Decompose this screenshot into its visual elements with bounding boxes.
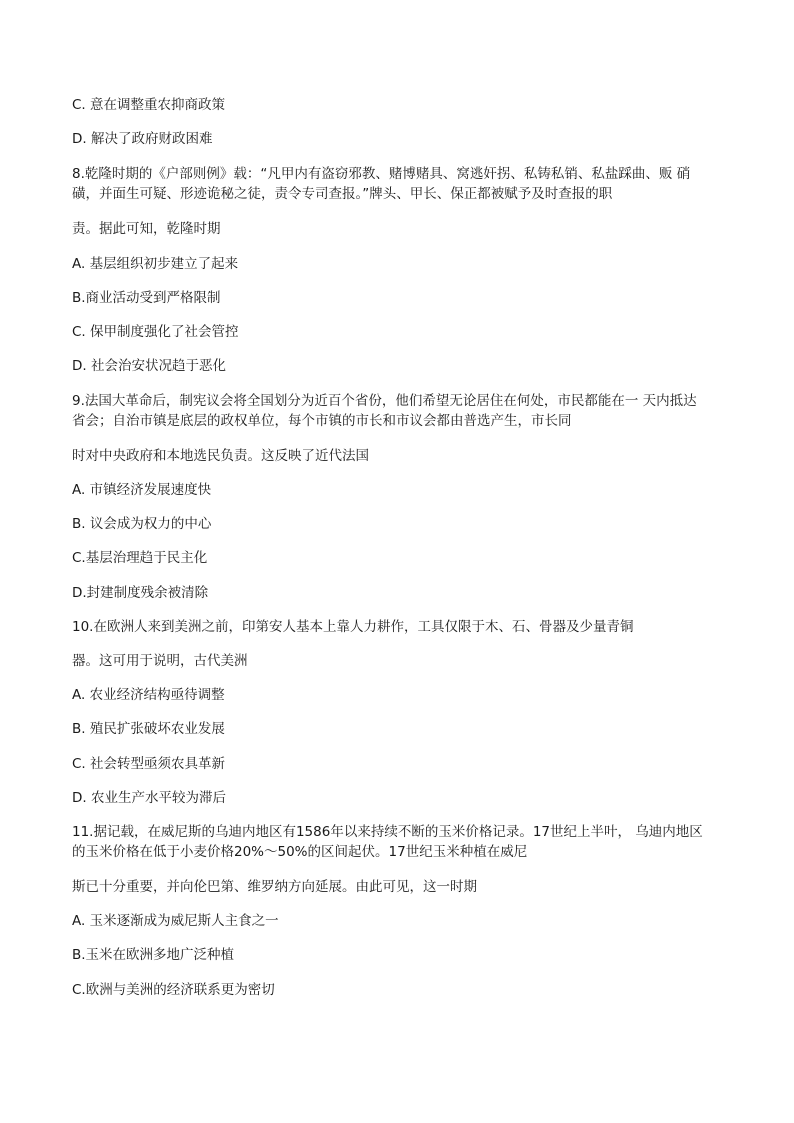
option-9a: A. 市镇经济发展速度快 [72, 482, 212, 498]
option-10a: A. 农业经济结构亟待调整 [72, 687, 225, 703]
question-10-line-2: 器。这可用于说明，古代美洲 [72, 653, 248, 669]
question-9-line-2: 省会；自治市镇是底层的政权单位，每个市镇的市长和市议会都由普选产生，市长同 [72, 413, 572, 429]
option-11c: C.欧洲与美洲的经济联系更为密切 [72, 982, 275, 998]
option-7d: D. 解决了政府财政困难 [72, 131, 213, 147]
question-10-line-1: 10.在欧洲人来到美洲之前，印第安人基本上靠人力耕作，工具仅限于木、石、骨器及少量青铜 [72, 619, 634, 635]
option-11b: B.玉米在欧洲多地广泛种植 [72, 947, 235, 963]
question-11-line-3: 斯已十分重要，并向伦巴第、维罗纳方向延展。由此可见，这一时期 [72, 879, 477, 895]
option-10c: C. 社会转型亟须农具革新 [72, 756, 226, 772]
question-8-line-1: 8.乾隆时期的《户部则例》载：“凡甲内有盗窃邪教、赌博赌具、窝逃奸拐、私铸私销、私盐踩曲、贩 硝 [72, 166, 691, 182]
option-11a: A. 玉米逐渐成为威尼斯人主食之一 [72, 913, 279, 929]
question-8-line-3: 责。据此可知，乾隆时期 [72, 221, 221, 237]
question-9-line-3: 时对中央政府和本地选民负责。这反映了近代法国 [72, 448, 369, 464]
question-9-line-1: 9.法国大革命后，制宪议会将全国划分为近百个省份，他们希望无论居住在何处，市民都能在一 天内抵达 [72, 393, 697, 409]
option-8d: D. 社会治安状况趋于恶化 [72, 358, 226, 374]
option-8c: C. 保甲制度强化了社会管控 [72, 324, 239, 340]
option-10d: D. 农业生产水平较为滞后 [72, 790, 226, 806]
question-8-line-2: 磺，并面生可疑、形迹诡秘之徒，责令专司查报。”牌头、甲长、保正都被赋予及时查报的职 [72, 186, 613, 202]
option-9c: C.基层治理趋于民主化 [72, 550, 208, 566]
option-9b: B. 议会成为权力的中心 [72, 516, 212, 532]
option-7c: C. 意在调整重农抑商政策 [72, 97, 226, 113]
option-8b: B.商业活动受到严格限制 [72, 290, 221, 306]
question-11-line-2: 的玉米价格在低于小麦价格20%～50%的区间起伏。17世纪玉米种植在威尼 [72, 844, 528, 860]
option-8a: A. 基层组织初步建立了起来 [72, 256, 239, 272]
question-11-line-1: 11.据记载，在威尼斯的乌迪内地区有1586年以来持续不断的玉米价格记录。17世纪上半叶， 乌迪内地区 [72, 824, 703, 840]
option-9d: D.封建制度残余被清除 [72, 585, 209, 601]
option-10b: B. 殖民扩张破坏农业发展 [72, 721, 225, 737]
